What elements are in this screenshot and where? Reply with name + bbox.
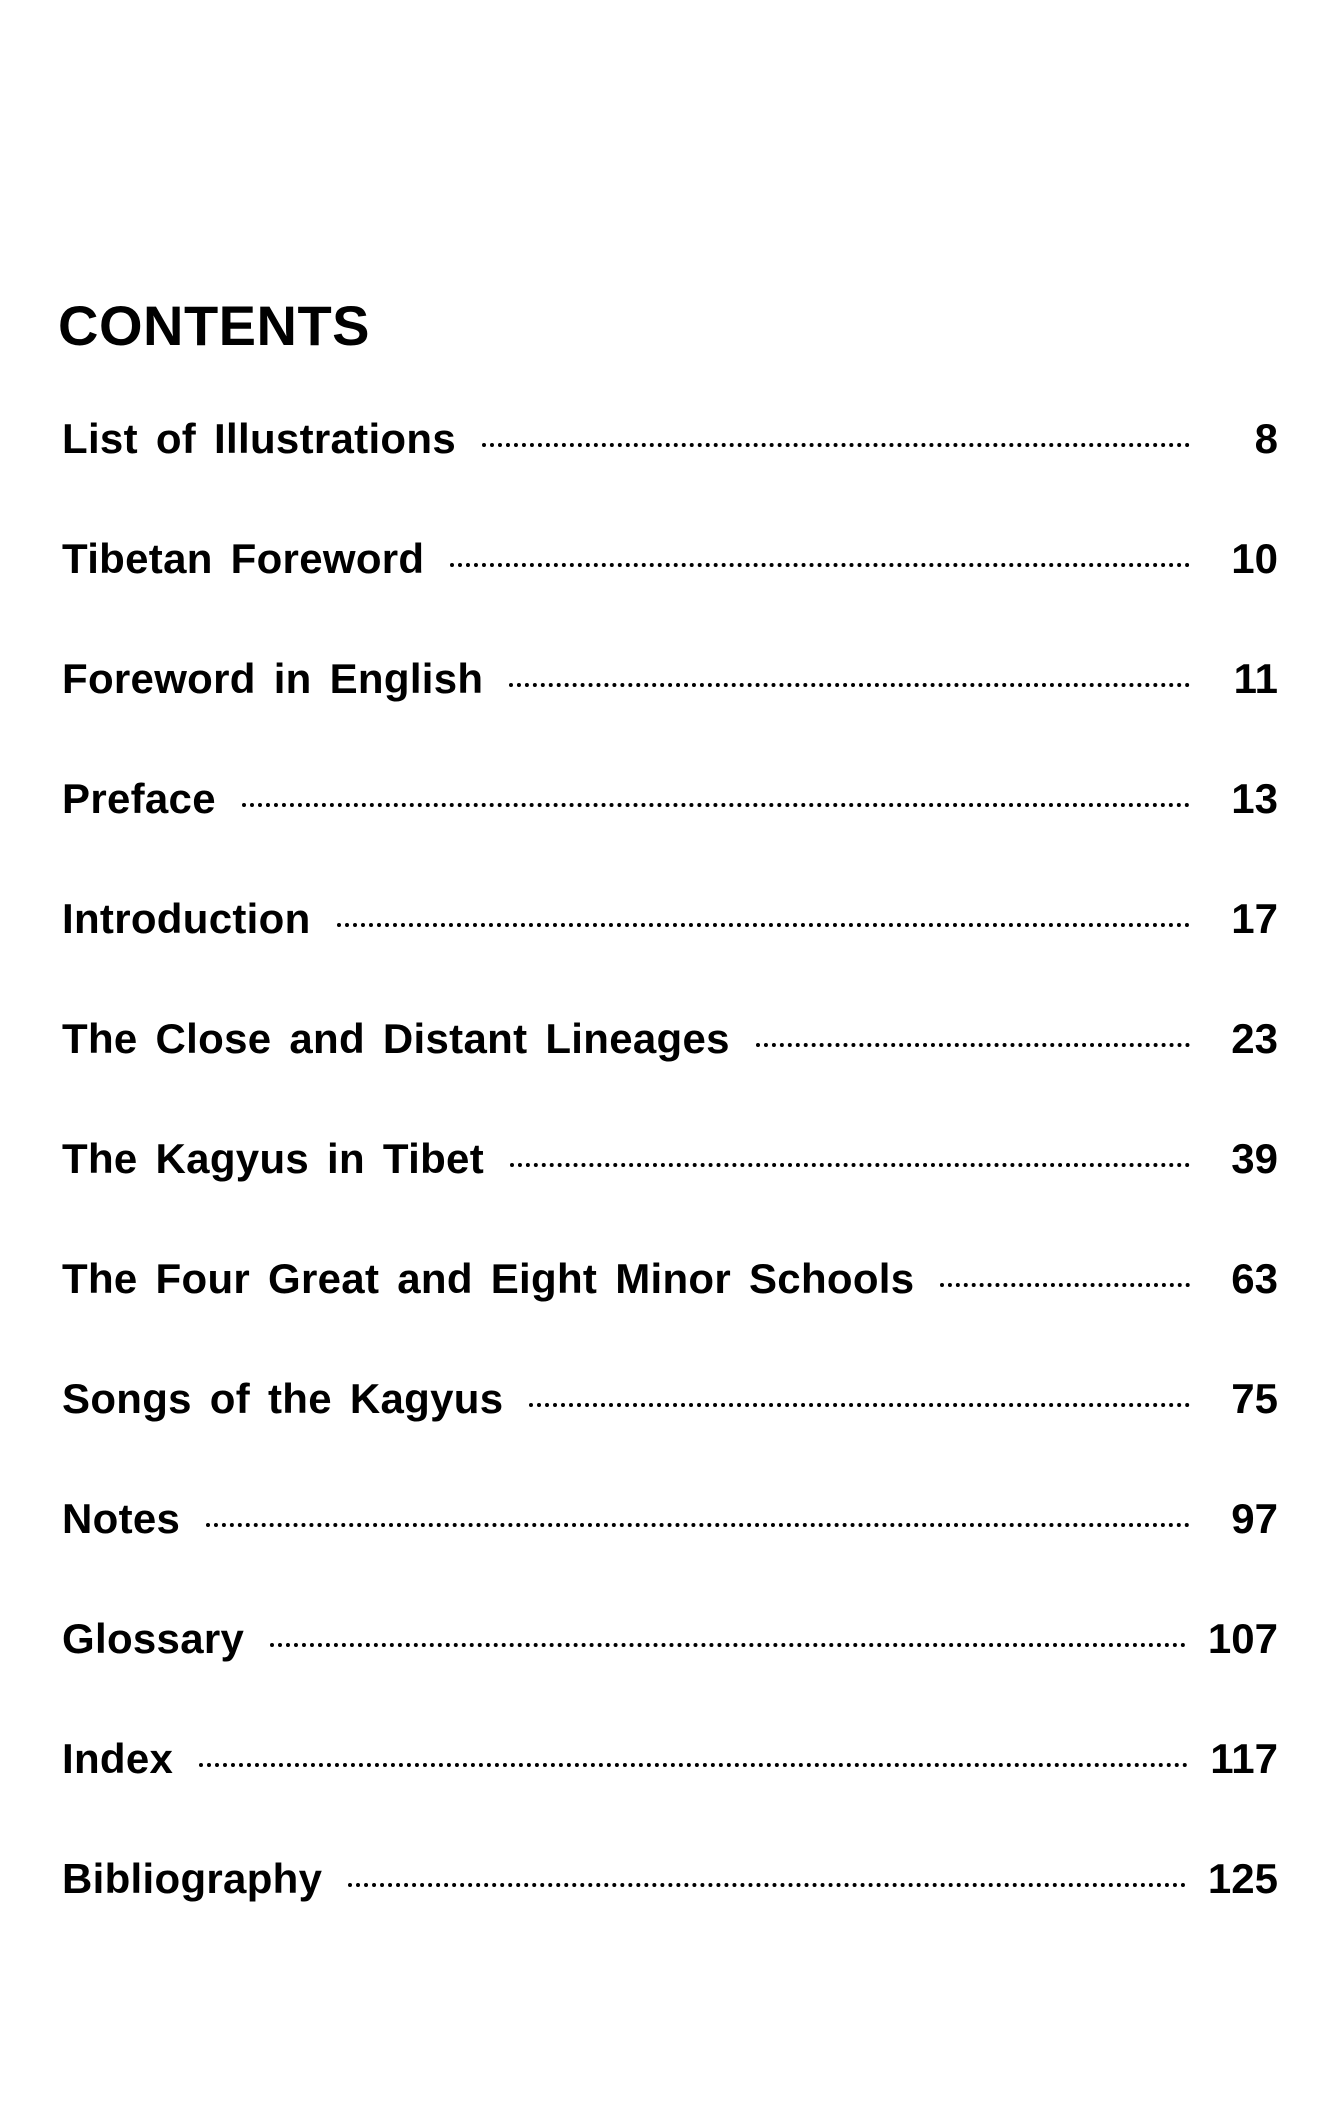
dot-leader	[529, 1403, 1190, 1407]
toc-entry-page: 97	[1231, 1495, 1278, 1542]
dot-leader	[206, 1523, 1190, 1527]
toc-entry-page: 39	[1231, 1135, 1278, 1182]
toc-entry-title: Preface	[62, 775, 216, 822]
toc-entry-title: The Close and Distant Lineages	[62, 1015, 730, 1062]
toc-entry[interactable]	[62, 655, 1278, 778]
toc-entry-page: 125	[1207, 1855, 1278, 1902]
toc-entry[interactable]	[62, 1615, 1278, 1738]
dot-leader	[510, 1163, 1190, 1167]
toc-entry-title: Tibetan Foreword	[62, 535, 425, 582]
toc-entry-page: 13	[1231, 775, 1278, 822]
toc-entry-page: 17	[1231, 895, 1278, 942]
toc-entry-page: 63	[1231, 1255, 1278, 1302]
toc-entry-page: 75	[1231, 1375, 1278, 1422]
dot-leader	[509, 683, 1190, 687]
toc-entry[interactable]	[62, 1255, 1278, 1378]
dot-leader	[450, 563, 1190, 567]
dot-leader	[337, 923, 1190, 927]
toc-entry[interactable]	[62, 1495, 1278, 1618]
toc-entry-title: Introduction	[62, 895, 311, 942]
toc-entry[interactable]	[62, 775, 1278, 898]
toc-entry-title: Songs of the Kagyus	[62, 1375, 504, 1422]
toc-entry-title: Foreword in English	[62, 655, 484, 702]
toc-entry[interactable]	[62, 1855, 1278, 1978]
toc-entry[interactable]	[62, 1135, 1278, 1258]
dot-leader	[199, 1763, 1188, 1767]
dot-leader	[940, 1283, 1190, 1287]
toc-entry-page: 10	[1231, 535, 1278, 582]
toc-entry[interactable]	[62, 1375, 1278, 1498]
toc-entry-title: The Kagyus in Tibet	[62, 1135, 484, 1182]
toc-entry-title: Index	[62, 1735, 174, 1782]
toc-entry[interactable]	[62, 1015, 1278, 1138]
dot-leader	[756, 1043, 1190, 1047]
toc-entry-page: 8	[1254, 415, 1278, 462]
dot-leader	[242, 803, 1190, 807]
toc-entry-title: List of Illustrations	[62, 415, 456, 462]
dot-leader	[482, 443, 1190, 447]
toc-entry-title: Bibliography	[62, 1855, 323, 1902]
toc-entry[interactable]	[62, 895, 1278, 1018]
page-title: CONTENTS	[58, 294, 370, 357]
table-of-contents	[62, 415, 1278, 1978]
dot-leader	[270, 1643, 1186, 1647]
toc-entry[interactable]	[62, 415, 1278, 538]
toc-entry-title: Notes	[62, 1495, 181, 1542]
toc-entry-title: Glossary	[62, 1615, 245, 1662]
toc-entry-page: 23	[1231, 1015, 1278, 1062]
toc-entry-title: The Four Great and Eight Minor Schools	[62, 1255, 915, 1302]
toc-entry-page: 117	[1210, 1735, 1278, 1782]
toc-entry-page: 11	[1233, 655, 1278, 702]
toc-entry-page: 107	[1207, 1615, 1278, 1662]
toc-entry[interactable]	[62, 535, 1278, 658]
dot-leader	[348, 1883, 1186, 1887]
toc-entry[interactable]	[62, 1735, 1278, 1858]
